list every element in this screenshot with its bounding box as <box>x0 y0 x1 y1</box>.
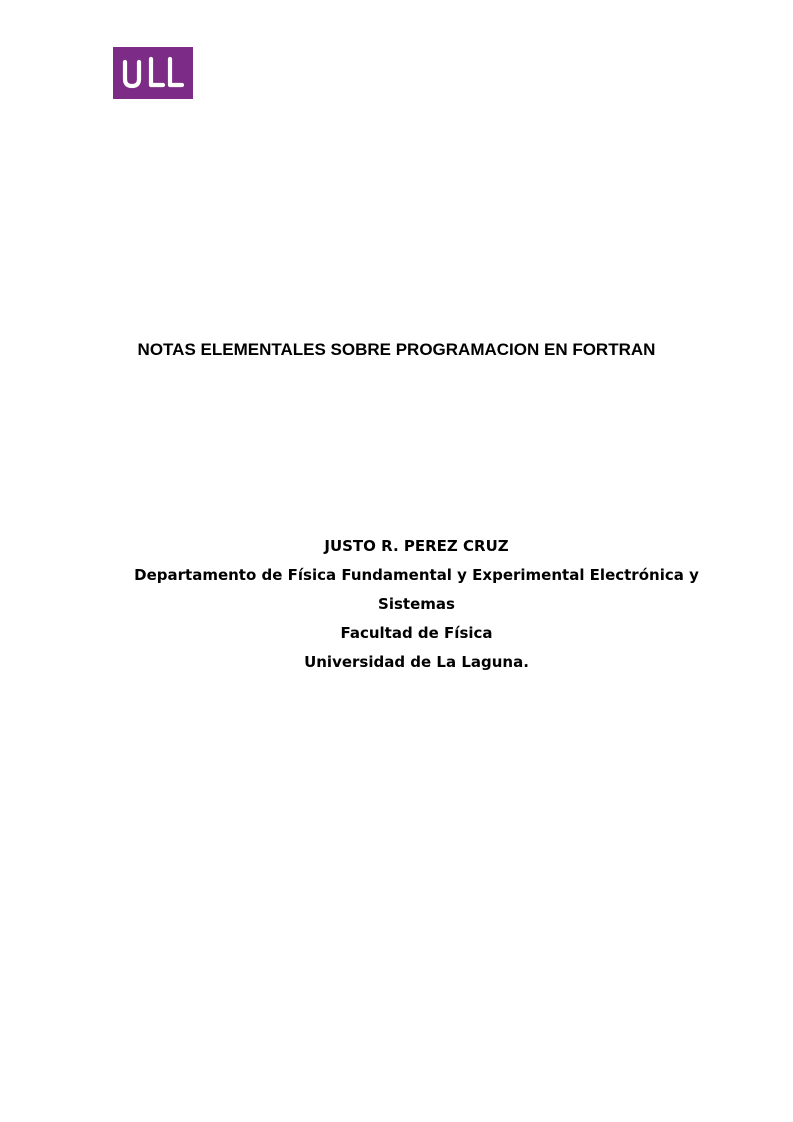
author-name: JUSTO R. PEREZ CRUZ <box>324 537 509 555</box>
university-logo <box>113 47 193 99</box>
author-block <box>100 532 733 677</box>
department-line-1: Departamento de Física Fundamental y Experimental Electrónica y <box>134 566 699 584</box>
ull-logo-icon <box>113 47 193 99</box>
document-title: NOTAS ELEMENTALES SOBRE PROGRAMACION EN FORTRAN <box>137 340 656 359</box>
faculty-name: Facultad de Física <box>340 624 493 642</box>
university-name: Universidad de La Laguna. <box>304 653 529 671</box>
department-line-2: Sistemas <box>378 595 455 613</box>
